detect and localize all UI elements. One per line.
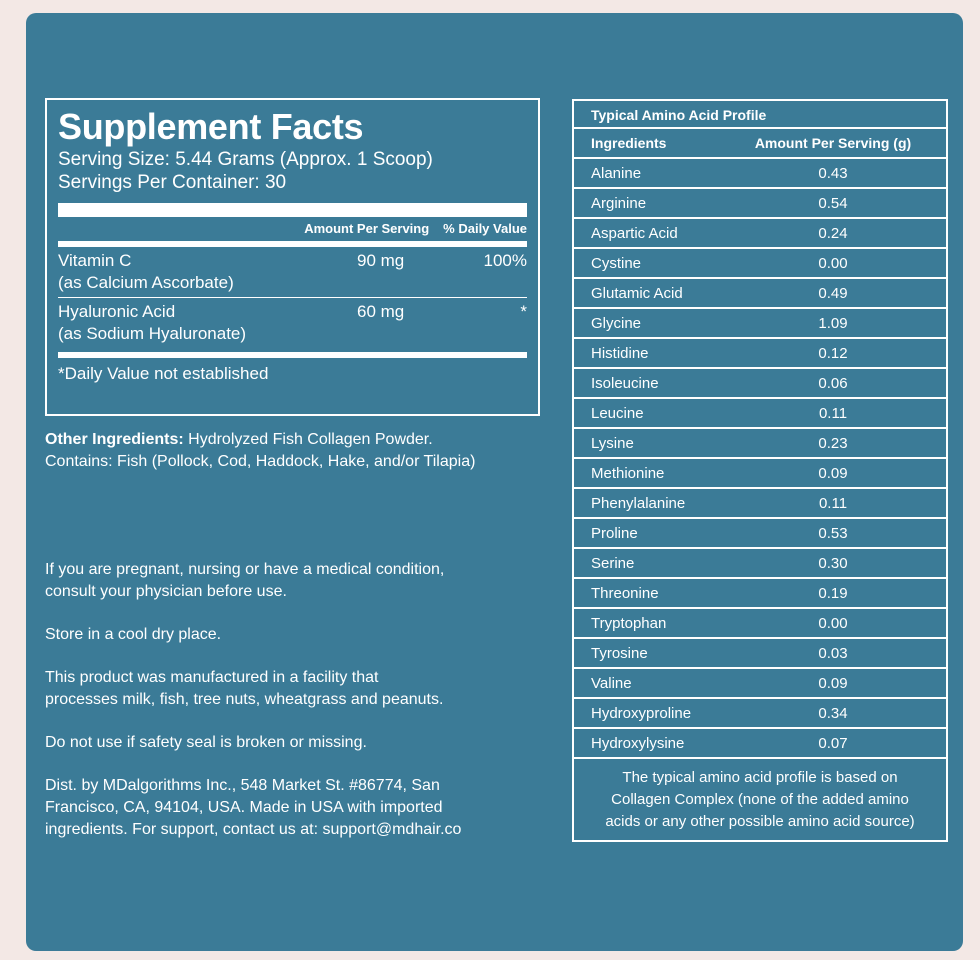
supplement-facts-title: Supplement Facts xyxy=(58,106,364,147)
amino-value: 0.49 xyxy=(818,284,848,302)
table-row xyxy=(574,579,946,609)
amino-name: Threonine xyxy=(591,584,659,602)
nutrient-amount: 60 mg xyxy=(357,302,405,321)
amount-per-serving-header: Amount Per Serving xyxy=(304,221,430,236)
amino-name: Histidine xyxy=(591,344,649,362)
amino-value: 0.03 xyxy=(818,644,848,662)
amino-name: Glutamic Acid xyxy=(591,284,683,302)
amino-value: 0.53 xyxy=(818,524,848,542)
table-row xyxy=(574,489,946,519)
table-row xyxy=(574,279,946,309)
amino-value: 0.54 xyxy=(818,194,848,212)
other-ingredients-label: Other Ingredients: xyxy=(45,431,184,448)
table-row xyxy=(574,609,946,639)
distributor-info xyxy=(45,775,545,841)
nutrient-amount: 90 mg xyxy=(357,251,405,270)
footnote-line: The typical amino acid profile is based on xyxy=(622,769,898,786)
amino-value: 0.24 xyxy=(818,224,848,242)
amino-value: 0.11 xyxy=(818,404,848,422)
amino-name: Valine xyxy=(591,674,632,692)
amino-name: Lysine xyxy=(591,434,634,452)
servings-per-container: Servings Per Container: 30 xyxy=(58,172,287,193)
ingredients-column-header: Ingredients xyxy=(591,135,667,151)
facility-warning xyxy=(45,667,545,711)
amino-name: Proline xyxy=(591,524,638,542)
nutrient-daily-value: 100% xyxy=(483,251,527,270)
table-row xyxy=(574,219,946,249)
distributor-line: Dist. by MDalgorithms Inc., 548 Market St. #86774, San xyxy=(45,777,440,794)
nutrient-daily-value: * xyxy=(520,302,527,321)
amino-name: Serine xyxy=(591,554,635,572)
amino-name: Hydroxylysine xyxy=(591,734,685,752)
amino-name: Phenylalanine xyxy=(591,494,686,512)
amino-name: Leucine xyxy=(591,404,644,422)
label-panel xyxy=(26,13,963,951)
warning-line: processes milk, fish, tree nuts, wheatgrass and peanuts. xyxy=(45,691,444,708)
amino-value: 0.34 xyxy=(818,704,848,722)
warning-line: This product was manufactured in a facility that xyxy=(45,669,379,686)
seal-warning: Do not use if safety seal is broken or missing. xyxy=(45,734,367,751)
amino-table-body xyxy=(574,159,946,759)
table-row xyxy=(574,369,946,399)
table-row xyxy=(574,189,946,219)
amino-name: Methionine xyxy=(591,464,665,482)
amino-value: 0.00 xyxy=(818,614,848,632)
warning-line: consult your physician before use. xyxy=(45,583,287,600)
table-row xyxy=(574,639,946,669)
amino-value: 0.19 xyxy=(818,584,848,602)
amino-table-header xyxy=(574,129,946,159)
facts-column-header xyxy=(58,217,527,241)
amino-value: 0.12 xyxy=(818,344,848,362)
amino-value: 0.06 xyxy=(818,374,848,392)
amino-value: 0.07 xyxy=(818,734,848,752)
amino-name: Aspartic Acid xyxy=(591,224,678,242)
amino-name: Tyrosine xyxy=(591,644,648,662)
table-row xyxy=(574,519,946,549)
amino-name: Alanine xyxy=(591,164,642,182)
amino-value: 0.11 xyxy=(818,494,848,512)
nutrient-row xyxy=(58,247,527,297)
other-ingredients xyxy=(45,429,545,473)
pregnancy-warning xyxy=(45,559,545,603)
amino-name: Cystine xyxy=(591,254,642,272)
storage-note: Store in a cool dry place. xyxy=(45,626,222,643)
amino-value: 0.09 xyxy=(818,674,848,692)
amino-acid-table xyxy=(572,99,948,842)
supplement-facts-box xyxy=(45,98,540,416)
table-row xyxy=(574,699,946,729)
amino-table-footnote xyxy=(574,759,946,833)
table-row xyxy=(574,399,946,429)
nutrient-name: Vitamin C xyxy=(58,251,132,270)
table-row xyxy=(574,159,946,189)
amino-value: 0.30 xyxy=(818,554,848,572)
serving-size: Serving Size: 5.44 Grams (Approx. 1 Scoop) xyxy=(58,149,433,170)
table-row xyxy=(574,429,946,459)
table-row xyxy=(574,249,946,279)
nutrient-source: (as Calcium Ascorbate) xyxy=(58,273,234,292)
amino-value: 0.43 xyxy=(818,164,848,182)
amino-name: Tryptophan xyxy=(591,614,667,632)
amino-value: 0.00 xyxy=(818,254,848,272)
amino-table-title: Typical Amino Acid Profile xyxy=(574,101,946,129)
amount-column-header: Amount Per Serving (g) xyxy=(754,135,912,151)
divider-thick xyxy=(58,203,527,217)
table-row xyxy=(574,669,946,699)
amino-value: 1.09 xyxy=(818,314,848,332)
allergen-contains: Contains: Fish (Pollock, Cod, Haddock, Hake, and/or Tilapia) xyxy=(45,453,476,470)
daily-value-footnote: *Daily Value not established xyxy=(58,364,269,383)
table-row xyxy=(574,549,946,579)
table-row xyxy=(574,309,946,339)
table-row xyxy=(574,339,946,369)
amino-name: Arginine xyxy=(591,194,647,212)
distributor-line: ingredients. For support, contact us at: support@mdhair.co xyxy=(45,821,462,838)
footnote-line: acids or any other possible amino acid source) xyxy=(605,813,915,830)
footnote-line: Collagen Complex (none of the added amino xyxy=(611,791,909,808)
amino-name: Hydroxyproline xyxy=(591,704,692,722)
amino-value: 0.23 xyxy=(818,434,848,452)
nutrient-source: (as Sodium Hyaluronate) xyxy=(58,324,247,343)
distributor-line: Francisco, CA, 94104, USA. Made in USA with imported xyxy=(45,799,443,816)
table-row xyxy=(574,459,946,489)
daily-value-header: % Daily Value xyxy=(443,221,527,236)
table-row xyxy=(574,729,946,759)
nutrient-row xyxy=(58,298,527,348)
amino-name: Isoleucine xyxy=(591,374,659,392)
warning-line: If you are pregnant, nursing or have a medical condition, xyxy=(45,561,445,578)
amino-value: 0.09 xyxy=(818,464,848,482)
nutrient-name: Hyaluronic Acid xyxy=(58,302,176,321)
amino-name: Glycine xyxy=(591,314,642,332)
other-ingredients-text: Hydrolyzed Fish Collagen Powder. xyxy=(183,431,433,448)
